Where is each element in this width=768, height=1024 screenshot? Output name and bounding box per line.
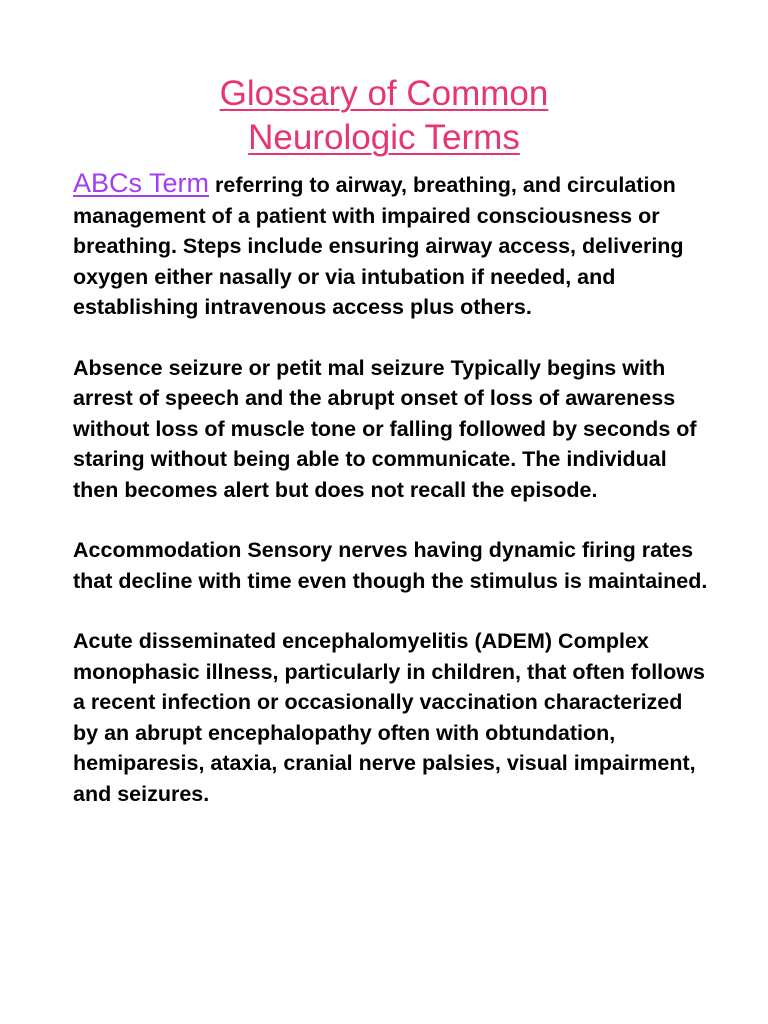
glossary-entry-abcs [73,168,713,323]
glossary-entries [73,168,713,839]
glossary-entry-absence-seizure: Absence seizure or petit mal seizure Typically begins with arrest of speech and the abrupt onset of loss of awareness without loss of muscle tone or falling followed by seconds of staring without being able to communicate. The individual then becomes alert but does not recall the episode. [73,355,697,502]
glossary-entry-accommodation: Accommodation Sensory nerves having dynamic firing rates that decline with time even though the stimulus is maintained. [73,538,708,593]
glossary-entry-adem: Acute disseminated encephalomyelitis (ADEM) Complex monophasic illness, particularly in children, that often follows a recent infection or occasionally vaccination characterized by an abrupt encephalopathy often with obtundation, hemiparesis, ataxia, cranial nerve palsies, visual impairment, and seizures. [73,629,705,806]
term-link-abcs[interactable]: ABCs Term [73,168,210,198]
page-title [0,72,768,160]
title-line-2: Neurologic Terms [248,118,520,157]
title-line-1: Glossary of Common [219,74,549,113]
entry-definition: referring to airway, breathing, and circulation management of a patient with impaired consciousness or breathing. Steps include ensuring airway access, delivering oxygen either nasally or via intubation if needed, and establishing intravenous access plus others. [73,173,684,319]
